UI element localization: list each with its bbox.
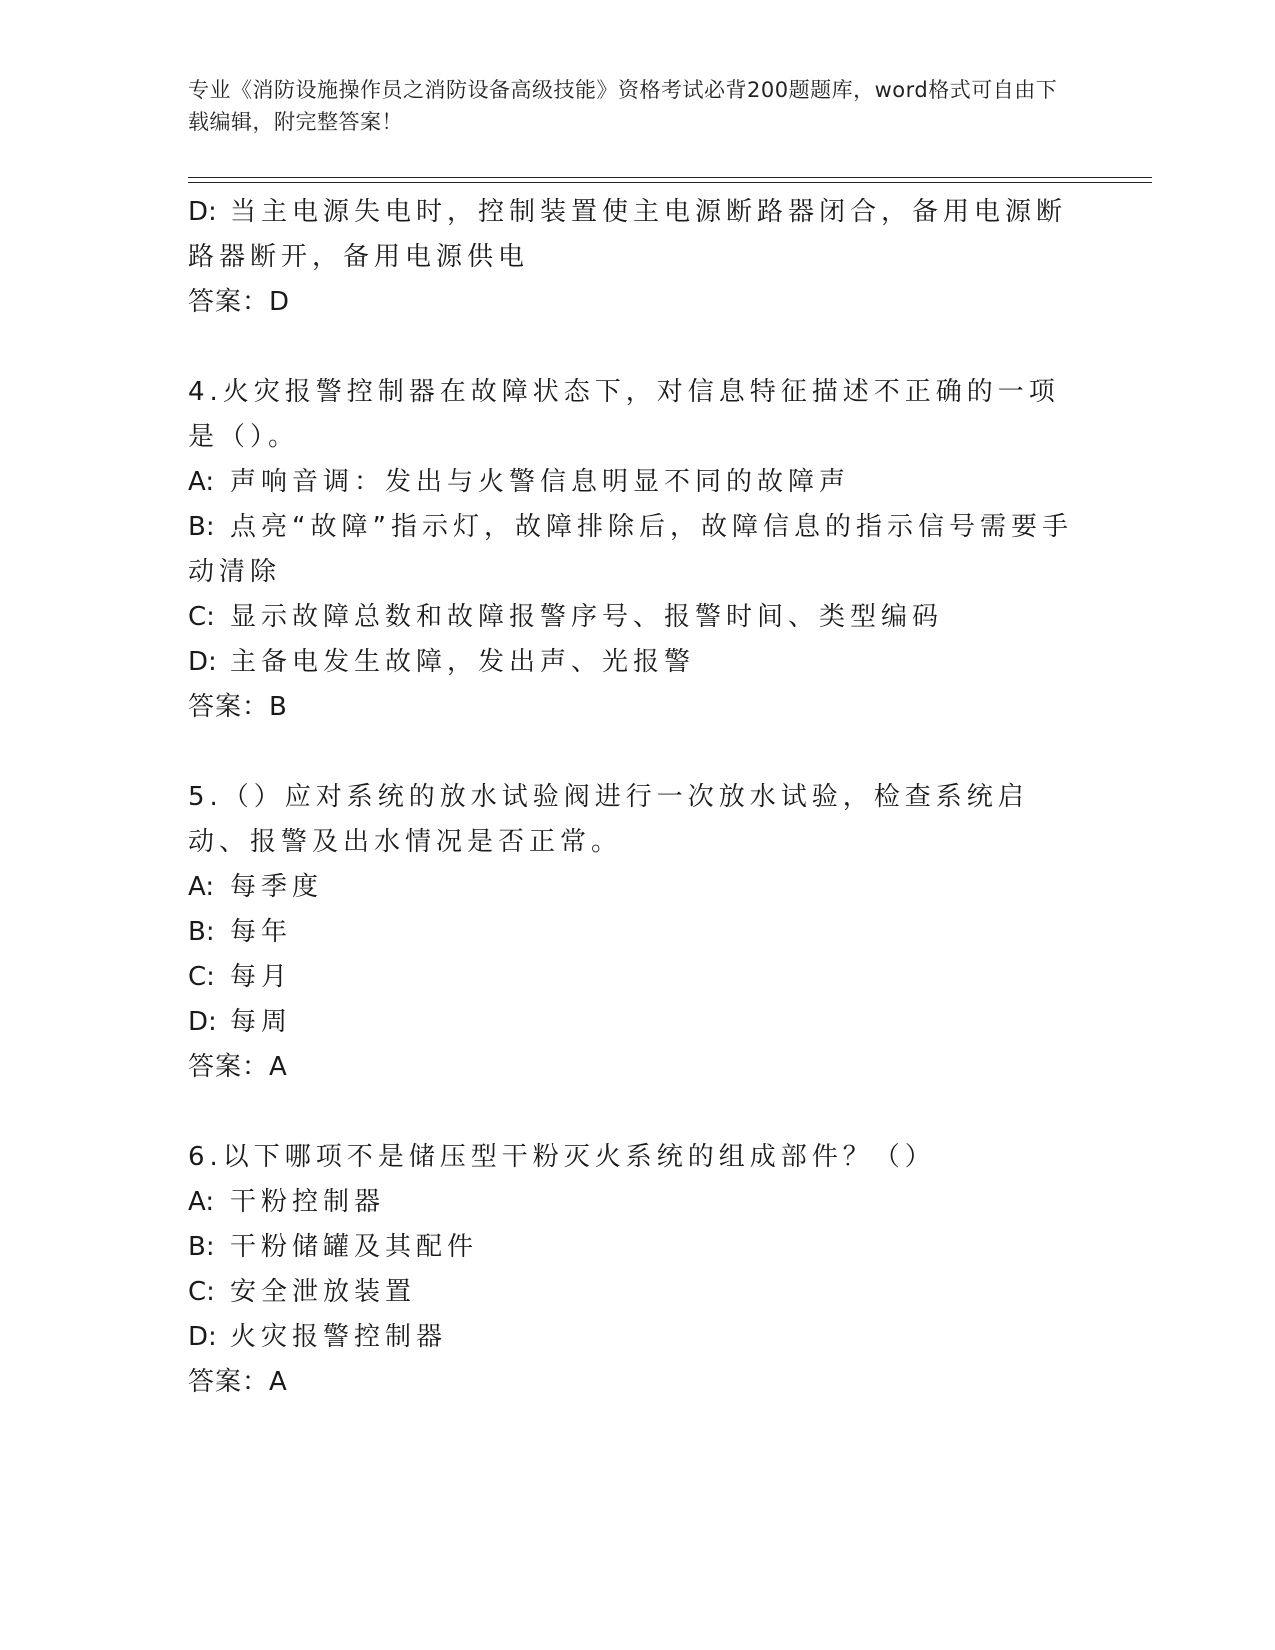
option-letter: A:	[188, 1187, 215, 1217]
document-header: 专业《消防设施操作员之消防设备高级技能》资格考试必背200题题库，word格式可自由下载编辑，附完整答案！	[188, 78, 1058, 134]
answer: 答案：A	[188, 1052, 288, 1082]
option-letter: C:	[188, 962, 215, 992]
option-b	[188, 1225, 1088, 1270]
option-text: 显示故障总数和故障报警序号、报警时间、类型编码	[230, 602, 944, 632]
option-a	[188, 460, 1088, 505]
question-stem: 5.（）应对系统的放水试验阀进行一次放水试验，检查系统启动、报警及出水情况是否正常。	[188, 782, 1029, 857]
question-content	[188, 190, 1088, 1405]
question-stem: 4.火灾报警控制器在故障状态下，对信息特征描述不正确的一项是（）。	[188, 377, 1060, 452]
option-d	[188, 1000, 1088, 1045]
answer: 答案：A	[188, 1367, 288, 1397]
option-text: 主备电发生故障，发出声、光报警	[230, 647, 696, 677]
option-letter: C:	[188, 602, 215, 632]
option-d	[188, 1315, 1088, 1360]
option-c	[188, 1270, 1088, 1315]
option-letter: D:	[188, 1322, 217, 1352]
option-letter: B:	[188, 512, 215, 542]
option-d	[188, 640, 1088, 685]
option-text: 每年	[230, 917, 293, 947]
option-text: 每季度	[230, 872, 324, 902]
prev-answer: 答案：D	[188, 287, 291, 317]
option-a	[188, 1180, 1088, 1225]
question-4	[188, 370, 1088, 730]
question-stem: 6.以下哪项不是储压型干粉灭火系统的组成部件？（）	[188, 1142, 936, 1172]
option-letter: C:	[188, 1277, 215, 1307]
spacer	[188, 1090, 1088, 1135]
question-6	[188, 1135, 1088, 1405]
spacer	[188, 730, 1088, 775]
option-letter: D:	[188, 1007, 217, 1037]
header-rule-bottom	[188, 182, 1152, 183]
option-text: 当主电源失电时，控制装置使主电源断路器闭合，备用电源断路器断开，备用电源供电	[188, 197, 1068, 272]
prev-option-d	[188, 190, 1088, 280]
option-b	[188, 505, 1088, 595]
option-text: 干粉储罐及其配件	[230, 1232, 479, 1262]
answer: 答案：B	[188, 692, 288, 722]
question-5	[188, 775, 1088, 1090]
option-text: 火灾报警控制器	[230, 1322, 448, 1352]
header-rule-top	[188, 177, 1152, 178]
option-text: 每周	[230, 1007, 293, 1037]
option-text: 干粉控制器	[230, 1187, 386, 1217]
option-c	[188, 955, 1088, 1000]
option-letter: D:	[188, 647, 217, 677]
option-text: 安全泄放装置	[230, 1277, 417, 1307]
option-c	[188, 595, 1088, 640]
option-letter: B:	[188, 1232, 215, 1262]
option-text: 每月	[230, 962, 293, 992]
option-letter: A:	[188, 872, 215, 902]
option-a	[188, 865, 1088, 910]
spacer	[188, 325, 1088, 370]
option-text: 点亮“故障”指示灯，故障排除后，故障信息的指示信号需要手动清除	[188, 512, 1073, 587]
option-letter: D:	[188, 197, 217, 227]
option-letter: B:	[188, 917, 215, 947]
option-letter: A:	[188, 467, 215, 497]
option-b	[188, 910, 1088, 955]
option-text: 声响音调：发出与火警信息明显不同的故障声	[230, 467, 851, 497]
